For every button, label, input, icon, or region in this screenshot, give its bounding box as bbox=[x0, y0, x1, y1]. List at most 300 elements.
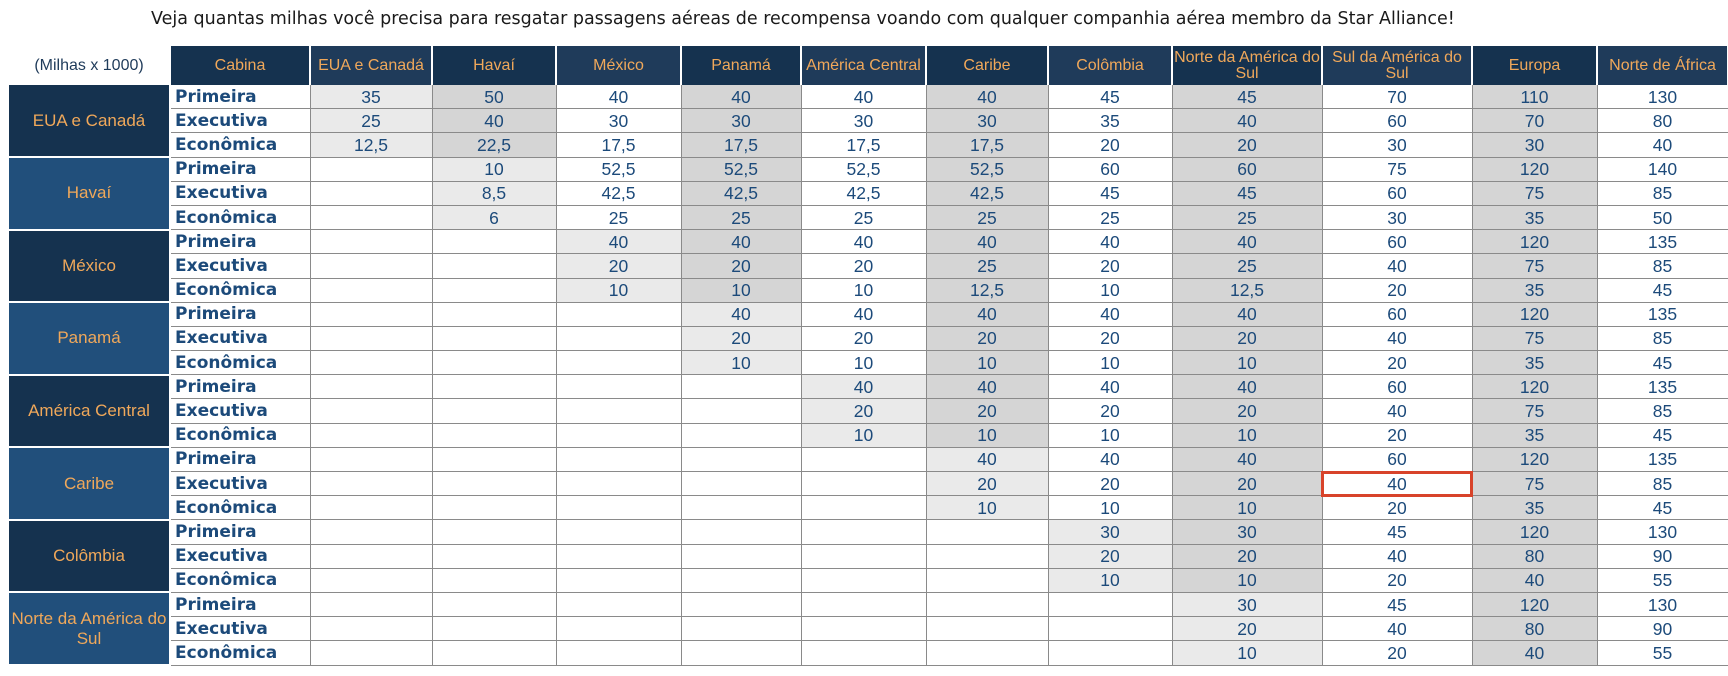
miles-cell[interactable] bbox=[310, 230, 432, 254]
miles-cell[interactable]: 45 bbox=[1597, 423, 1728, 447]
miles-cell[interactable]: 75 bbox=[1322, 157, 1472, 181]
miles-cell[interactable]: 135 bbox=[1597, 230, 1728, 254]
miles-cell[interactable]: 30 bbox=[556, 109, 681, 133]
miles-cell[interactable] bbox=[310, 568, 432, 592]
miles-cell[interactable]: 75 bbox=[1472, 326, 1597, 350]
miles-cell[interactable]: 40 bbox=[1172, 302, 1322, 326]
miles-cell[interactable] bbox=[432, 472, 556, 496]
miles-cell[interactable] bbox=[556, 520, 681, 544]
miles-cell[interactable]: 20 bbox=[1322, 568, 1472, 592]
miles-cell[interactable]: 10 bbox=[1172, 496, 1322, 520]
cabin-label-executiva: Executiva bbox=[170, 544, 310, 568]
miles-cell[interactable]: 20 bbox=[1172, 544, 1322, 568]
miles-cell[interactable]: 40 bbox=[926, 230, 1048, 254]
miles-cell[interactable] bbox=[681, 641, 801, 665]
miles-cell[interactable] bbox=[310, 302, 432, 326]
miles-cell[interactable]: 85 bbox=[1597, 181, 1728, 205]
miles-cell[interactable]: 30 bbox=[1172, 592, 1322, 616]
miles-cell[interactable] bbox=[310, 423, 432, 447]
miles-cell[interactable] bbox=[681, 592, 801, 616]
miles-cell[interactable]: 40 bbox=[1472, 641, 1597, 665]
miles-cell[interactable]: 40 bbox=[1322, 617, 1472, 641]
miles-cell[interactable] bbox=[556, 592, 681, 616]
miles-cell[interactable] bbox=[556, 472, 681, 496]
miles-cell[interactable]: 10 bbox=[801, 351, 926, 375]
miles-cell[interactable]: 20 bbox=[1172, 326, 1322, 350]
miles-cell[interactable]: 30 bbox=[1472, 133, 1597, 157]
region-label-norte-da-america-do-sul: Norte da América do Sul bbox=[9, 592, 170, 665]
miles-cell[interactable]: 35 bbox=[1472, 351, 1597, 375]
miles-cell[interactable]: 10 bbox=[1048, 496, 1172, 520]
miles-cell[interactable]: 10 bbox=[1172, 423, 1322, 447]
miles-cell[interactable]: 40 bbox=[801, 230, 926, 254]
miles-cell[interactable]: 10 bbox=[1172, 568, 1322, 592]
miles-cell[interactable]: 8,5 bbox=[432, 181, 556, 205]
miles-cell[interactable]: 35 bbox=[1472, 496, 1597, 520]
miles-cell[interactable]: 20 bbox=[1322, 496, 1472, 520]
column-header-cabina[interactable]: Cabina bbox=[170, 46, 310, 85]
miles-cell[interactable] bbox=[310, 592, 432, 616]
miles-cell[interactable]: 130 bbox=[1597, 592, 1728, 616]
miles-cell[interactable]: 140 bbox=[1597, 157, 1728, 181]
miles-cell[interactable] bbox=[556, 399, 681, 423]
miles-cell[interactable]: 10 bbox=[926, 423, 1048, 447]
column-header-havai[interactable]: Havaí bbox=[432, 46, 556, 85]
table-body bbox=[9, 85, 1728, 665]
miles-cell[interactable] bbox=[801, 592, 926, 616]
miles-cell[interactable]: 10 bbox=[1048, 278, 1172, 302]
miles-cell[interactable] bbox=[556, 641, 681, 665]
miles-cell[interactable]: 60 bbox=[1172, 157, 1322, 181]
miles-cell[interactable]: 30 bbox=[1322, 205, 1472, 229]
miles-cell[interactable]: 35 bbox=[1472, 423, 1597, 447]
miles-cell[interactable]: 75 bbox=[1472, 254, 1597, 278]
miles-cell[interactable]: 25 bbox=[926, 254, 1048, 278]
column-header-panama[interactable]: Panamá bbox=[681, 46, 801, 85]
miles-cell[interactable] bbox=[310, 399, 432, 423]
miles-cell[interactable]: 45 bbox=[1172, 181, 1322, 205]
miles-cell[interactable]: 17,5 bbox=[801, 133, 926, 157]
miles-cell[interactable]: 25 bbox=[556, 205, 681, 229]
miles-cell[interactable]: 40 bbox=[1048, 230, 1172, 254]
miles-cell[interactable] bbox=[432, 230, 556, 254]
miles-cell[interactable] bbox=[432, 399, 556, 423]
miles-cell[interactable]: 52,5 bbox=[801, 157, 926, 181]
miles-cell[interactable]: 40 bbox=[1172, 109, 1322, 133]
miles-cell[interactable]: 20 bbox=[681, 326, 801, 350]
miles-cell[interactable]: 10 bbox=[1172, 641, 1322, 665]
miles-cell[interactable] bbox=[310, 181, 432, 205]
miles-cell[interactable]: 35 bbox=[310, 85, 432, 109]
miles-cell[interactable]: 40 bbox=[1048, 447, 1172, 471]
miles-cell[interactable]: 75 bbox=[1472, 399, 1597, 423]
miles-cell[interactable]: 20 bbox=[556, 254, 681, 278]
cabin-label-primeira: Primeira bbox=[170, 302, 310, 326]
miles-cell[interactable]: 40 bbox=[801, 85, 926, 109]
miles-cell[interactable]: 80 bbox=[1472, 544, 1597, 568]
miles-cell[interactable]: 40 bbox=[1322, 399, 1472, 423]
column-header-colombia[interactable]: Colômbia bbox=[1048, 46, 1172, 85]
miles-cell[interactable] bbox=[801, 617, 926, 641]
miles-cell[interactable] bbox=[556, 302, 681, 326]
miles-cell[interactable]: 20 bbox=[801, 399, 926, 423]
miles-cell[interactable]: 60 bbox=[1322, 302, 1472, 326]
miles-cell[interactable] bbox=[681, 520, 801, 544]
miles-cell[interactable]: 52,5 bbox=[926, 157, 1048, 181]
column-header-america-central[interactable]: América Central bbox=[801, 46, 926, 85]
miles-cell[interactable]: 40 bbox=[1048, 375, 1172, 399]
table-row bbox=[9, 641, 1728, 665]
miles-cell[interactable]: 52,5 bbox=[556, 157, 681, 181]
miles-cell[interactable]: 25 bbox=[926, 205, 1048, 229]
miles-cell[interactable] bbox=[432, 326, 556, 350]
miles-cell[interactable]: 42,5 bbox=[556, 181, 681, 205]
miles-cell[interactable] bbox=[310, 254, 432, 278]
miles-cell[interactable] bbox=[556, 568, 681, 592]
miles-cell[interactable] bbox=[801, 447, 926, 471]
miles-cell[interactable]: 45 bbox=[1048, 181, 1172, 205]
miles-cell[interactable]: 120 bbox=[1472, 302, 1597, 326]
miles-cell[interactable]: 40 bbox=[926, 447, 1048, 471]
miles-cell[interactable]: 30 bbox=[926, 109, 1048, 133]
miles-cell[interactable]: 85 bbox=[1597, 254, 1728, 278]
miles-cell[interactable]: 60 bbox=[1048, 157, 1172, 181]
miles-cell[interactable]: 40 bbox=[681, 85, 801, 109]
table-header bbox=[9, 46, 1728, 85]
miles-cell[interactable]: 20 bbox=[1048, 326, 1172, 350]
miles-cell[interactable] bbox=[556, 375, 681, 399]
miles-cell[interactable]: 40 bbox=[926, 302, 1048, 326]
miles-cell[interactable]: 20 bbox=[801, 326, 926, 350]
miles-cell[interactable] bbox=[681, 568, 801, 592]
miles-cell[interactable]: 45 bbox=[1322, 520, 1472, 544]
miles-cell[interactable] bbox=[926, 641, 1048, 665]
miles-cell[interactable]: 120 bbox=[1472, 375, 1597, 399]
column-header-sul-da-america-do-sul[interactable]: Sul da América do Sul bbox=[1322, 46, 1472, 85]
miles-cell[interactable] bbox=[801, 544, 926, 568]
miles-cell[interactable] bbox=[681, 375, 801, 399]
miles-cell[interactable] bbox=[310, 278, 432, 302]
miles-cell[interactable]: 45 bbox=[1048, 85, 1172, 109]
miles-cell[interactable] bbox=[681, 399, 801, 423]
units-label: (Milhas x 1000) bbox=[9, 46, 170, 85]
miles-cell[interactable]: 12,5 bbox=[310, 133, 432, 157]
miles-cell[interactable]: 25 bbox=[801, 205, 926, 229]
miles-cell[interactable]: 20 bbox=[926, 326, 1048, 350]
miles-cell[interactable] bbox=[432, 544, 556, 568]
table-row bbox=[9, 326, 1728, 350]
miles-cell[interactable]: 20 bbox=[1048, 399, 1172, 423]
miles-cell[interactable]: 20 bbox=[801, 254, 926, 278]
miles-cell[interactable]: 80 bbox=[1472, 617, 1597, 641]
miles-cell[interactable]: 10 bbox=[1172, 351, 1322, 375]
miles-cell[interactable]: 90 bbox=[1597, 544, 1728, 568]
miles-cell[interactable] bbox=[1048, 641, 1172, 665]
miles-cell[interactable] bbox=[432, 520, 556, 544]
miles-cell[interactable] bbox=[310, 472, 432, 496]
miles-cell[interactable]: 20 bbox=[926, 472, 1048, 496]
miles-cell[interactable]: 10 bbox=[801, 278, 926, 302]
cabin-label-primeira: Primeira bbox=[170, 157, 310, 181]
miles-cell[interactable]: 25 bbox=[310, 109, 432, 133]
miles-cell[interactable]: 20 bbox=[1322, 351, 1472, 375]
miles-cell[interactable]: 10 bbox=[1048, 568, 1172, 592]
cabin-label-primeira: Primeira bbox=[170, 520, 310, 544]
miles-cell[interactable] bbox=[556, 351, 681, 375]
miles-cell[interactable]: 40 bbox=[1322, 326, 1472, 350]
miles-cell[interactable] bbox=[926, 520, 1048, 544]
table-row bbox=[9, 302, 1728, 326]
miles-cell[interactable]: 45 bbox=[1322, 592, 1472, 616]
miles-cell[interactable] bbox=[310, 496, 432, 520]
miles-cell[interactable] bbox=[681, 423, 801, 447]
miles-cell[interactable]: 35 bbox=[1472, 278, 1597, 302]
cabin-label-primeira: Primeira bbox=[170, 447, 310, 471]
miles-cell[interactable]: 42,5 bbox=[926, 181, 1048, 205]
miles-cell[interactable]: 35 bbox=[1472, 205, 1597, 229]
miles-cell[interactable] bbox=[432, 496, 556, 520]
miles-cell[interactable]: 70 bbox=[1472, 109, 1597, 133]
miles-cell[interactable]: 20 bbox=[1048, 472, 1172, 496]
miles-cell[interactable]: 40 bbox=[1472, 568, 1597, 592]
miles-cell[interactable]: 40 bbox=[1048, 302, 1172, 326]
miles-cell[interactable] bbox=[310, 617, 432, 641]
miles-cell[interactable] bbox=[556, 544, 681, 568]
miles-cell[interactable]: 40 bbox=[801, 302, 926, 326]
miles-cell[interactable]: 17,5 bbox=[681, 133, 801, 157]
cabin-label-executiva: Executiva bbox=[170, 472, 310, 496]
miles-cell[interactable] bbox=[1048, 592, 1172, 616]
miles-cell[interactable] bbox=[556, 423, 681, 447]
miles-cell[interactable]: 135 bbox=[1597, 302, 1728, 326]
miles-cell[interactable]: 20 bbox=[1172, 472, 1322, 496]
miles-cell[interactable] bbox=[310, 326, 432, 350]
miles-cell[interactable]: 30 bbox=[801, 109, 926, 133]
miles-cell[interactable]: 6 bbox=[432, 205, 556, 229]
miles-cell[interactable]: 12,5 bbox=[1172, 278, 1322, 302]
miles-cell[interactable] bbox=[432, 423, 556, 447]
column-header-norte-da-america-do-sul[interactable]: Norte da América do Sul bbox=[1172, 46, 1322, 85]
table-row bbox=[9, 592, 1728, 616]
miles-cell[interactable]: 40 bbox=[1172, 447, 1322, 471]
miles-cell[interactable]: 40 bbox=[1172, 375, 1322, 399]
miles-cell[interactable]: 120 bbox=[1472, 447, 1597, 471]
miles-cell[interactable] bbox=[432, 375, 556, 399]
miles-cell[interactable]: 42,5 bbox=[801, 181, 926, 205]
miles-cell[interactable] bbox=[556, 447, 681, 471]
miles-cell[interactable] bbox=[801, 568, 926, 592]
miles-cell[interactable]: 10 bbox=[432, 157, 556, 181]
miles-cell[interactable]: 90 bbox=[1597, 617, 1728, 641]
miles-cell[interactable]: 22,5 bbox=[432, 133, 556, 157]
miles-cell[interactable]: 30 bbox=[1172, 520, 1322, 544]
miles-cell[interactable]: 20 bbox=[681, 254, 801, 278]
miles-cell[interactable]: 40 bbox=[1322, 472, 1472, 496]
miles-cell[interactable] bbox=[926, 568, 1048, 592]
miles-cell[interactable] bbox=[432, 592, 556, 616]
miles-cell[interactable]: 20 bbox=[926, 399, 1048, 423]
cabin-label-economica: Econômica bbox=[170, 641, 310, 665]
miles-cell[interactable]: 40 bbox=[801, 375, 926, 399]
miles-cell[interactable]: 50 bbox=[432, 85, 556, 109]
column-header-mexico[interactable]: México bbox=[556, 46, 681, 85]
miles-cell[interactable]: 85 bbox=[1597, 399, 1728, 423]
miles-cell[interactable]: 20 bbox=[1322, 423, 1472, 447]
miles-cell[interactable]: 60 bbox=[1322, 447, 1472, 471]
miles-cell[interactable]: 80 bbox=[1597, 109, 1728, 133]
miles-cell[interactable]: 60 bbox=[1322, 109, 1472, 133]
miles-cell[interactable] bbox=[310, 544, 432, 568]
miles-cell[interactable]: 35 bbox=[1048, 109, 1172, 133]
miles-cell[interactable]: 25 bbox=[1172, 254, 1322, 278]
miles-cell[interactable]: 10 bbox=[926, 496, 1048, 520]
miles-cell[interactable]: 40 bbox=[1322, 544, 1472, 568]
column-header-eua-e-canada[interactable]: EUA e Canadá bbox=[310, 46, 432, 85]
miles-cell[interactable]: 40 bbox=[432, 109, 556, 133]
miles-cell[interactable]: 10 bbox=[1048, 423, 1172, 447]
miles-cell[interactable]: 12,5 bbox=[926, 278, 1048, 302]
miles-cell[interactable] bbox=[432, 351, 556, 375]
miles-cell[interactable]: 130 bbox=[1597, 520, 1728, 544]
miles-cell[interactable]: 20 bbox=[1048, 254, 1172, 278]
miles-cell[interactable]: 75 bbox=[1472, 181, 1597, 205]
miles-cell[interactable]: 120 bbox=[1472, 520, 1597, 544]
miles-cell[interactable]: 85 bbox=[1597, 472, 1728, 496]
miles-cell[interactable]: 55 bbox=[1597, 641, 1728, 665]
miles-cell[interactable] bbox=[681, 617, 801, 641]
miles-cell[interactable] bbox=[432, 617, 556, 641]
miles-cell[interactable]: 75 bbox=[1472, 472, 1597, 496]
column-header-norte-de-africa[interactable]: Norte de África bbox=[1597, 46, 1728, 85]
miles-cell[interactable]: 45 bbox=[1597, 496, 1728, 520]
miles-cell[interactable]: 17,5 bbox=[556, 133, 681, 157]
miles-cell[interactable] bbox=[926, 544, 1048, 568]
miles-cell[interactable] bbox=[556, 496, 681, 520]
miles-cell[interactable]: 10 bbox=[681, 278, 801, 302]
miles-cell[interactable]: 120 bbox=[1472, 592, 1597, 616]
miles-cell[interactable]: 20 bbox=[1322, 641, 1472, 665]
miles-cell[interactable]: 45 bbox=[1172, 85, 1322, 109]
cabin-label-economica: Econômica bbox=[170, 205, 310, 229]
miles-cell[interactable] bbox=[432, 447, 556, 471]
miles-cell[interactable]: 130 bbox=[1597, 85, 1728, 109]
miles-cell[interactable] bbox=[432, 302, 556, 326]
cabin-label-economica: Econômica bbox=[170, 133, 310, 157]
miles-cell[interactable]: 10 bbox=[1048, 351, 1172, 375]
miles-cell[interactable] bbox=[310, 447, 432, 471]
miles-cell[interactable] bbox=[432, 641, 556, 665]
miles-cell[interactable]: 70 bbox=[1322, 85, 1472, 109]
cabin-label-economica: Econômica bbox=[170, 423, 310, 447]
miles-cell[interactable]: 40 bbox=[681, 230, 801, 254]
miles-cell[interactable] bbox=[310, 351, 432, 375]
miles-cell[interactable] bbox=[310, 157, 432, 181]
miles-cell[interactable]: 135 bbox=[1597, 375, 1728, 399]
table-row bbox=[9, 375, 1728, 399]
miles-cell[interactable] bbox=[432, 254, 556, 278]
miles-cell[interactable]: 60 bbox=[1322, 230, 1472, 254]
miles-cell[interactable]: 20 bbox=[1048, 544, 1172, 568]
miles-cell[interactable]: 10 bbox=[926, 351, 1048, 375]
miles-cell[interactable]: 30 bbox=[681, 109, 801, 133]
miles-cell[interactable]: 40 bbox=[926, 375, 1048, 399]
miles-cell[interactable]: 60 bbox=[1322, 375, 1472, 399]
miles-cell[interactable] bbox=[310, 205, 432, 229]
miles-cell[interactable]: 135 bbox=[1597, 447, 1728, 471]
miles-cell[interactable]: 120 bbox=[1472, 230, 1597, 254]
miles-cell[interactable] bbox=[801, 641, 926, 665]
miles-cell[interactable]: 20 bbox=[1172, 617, 1322, 641]
miles-cell[interactable] bbox=[801, 472, 926, 496]
miles-cell[interactable]: 20 bbox=[1172, 133, 1322, 157]
miles-cell[interactable] bbox=[1048, 617, 1172, 641]
miles-cell[interactable] bbox=[926, 617, 1048, 641]
table-row bbox=[9, 351, 1728, 375]
miles-cell[interactable]: 25 bbox=[1172, 205, 1322, 229]
cabin-label-executiva: Executiva bbox=[170, 109, 310, 133]
miles-cell[interactable]: 55 bbox=[1597, 568, 1728, 592]
miles-cell[interactable]: 40 bbox=[1322, 254, 1472, 278]
miles-cell[interactable]: 40 bbox=[556, 230, 681, 254]
miles-cell[interactable] bbox=[556, 617, 681, 641]
miles-cell[interactable] bbox=[432, 568, 556, 592]
miles-cell[interactable]: 45 bbox=[1597, 351, 1728, 375]
miles-cell[interactable]: 40 bbox=[681, 302, 801, 326]
miles-cell[interactable]: 25 bbox=[681, 205, 801, 229]
miles-cell[interactable]: 20 bbox=[1172, 399, 1322, 423]
miles-cell[interactable]: 110 bbox=[1472, 85, 1597, 109]
column-header-caribe[interactable]: Caribe bbox=[926, 46, 1048, 85]
miles-cell[interactable] bbox=[310, 375, 432, 399]
miles-cell[interactable]: 40 bbox=[556, 85, 681, 109]
miles-cell[interactable]: 40 bbox=[1172, 230, 1322, 254]
miles-cell[interactable]: 50 bbox=[1597, 205, 1728, 229]
miles-cell[interactable]: 25 bbox=[1048, 205, 1172, 229]
miles-cell[interactable]: 20 bbox=[1322, 278, 1472, 302]
miles-cell[interactable]: 52,5 bbox=[681, 157, 801, 181]
column-header-europa[interactable]: Europa bbox=[1472, 46, 1597, 85]
miles-cell[interactable] bbox=[556, 326, 681, 350]
miles-cell[interactable] bbox=[926, 592, 1048, 616]
table-row bbox=[9, 181, 1728, 205]
miles-cell[interactable]: 30 bbox=[1048, 520, 1172, 544]
miles-cell[interactable] bbox=[681, 472, 801, 496]
miles-cell[interactable]: 20 bbox=[1048, 133, 1172, 157]
miles-cell[interactable] bbox=[310, 520, 432, 544]
miles-cell[interactable] bbox=[681, 496, 801, 520]
miles-cell[interactable]: 10 bbox=[556, 278, 681, 302]
miles-cell[interactable]: 17,5 bbox=[926, 133, 1048, 157]
miles-cell[interactable] bbox=[681, 447, 801, 471]
miles-cell[interactable]: 40 bbox=[926, 85, 1048, 109]
miles-cell[interactable] bbox=[310, 641, 432, 665]
miles-cell[interactable]: 60 bbox=[1322, 181, 1472, 205]
miles-cell[interactable]: 45 bbox=[1597, 278, 1728, 302]
miles-cell[interactable] bbox=[801, 496, 926, 520]
miles-cell[interactable]: 85 bbox=[1597, 326, 1728, 350]
miles-cell[interactable]: 10 bbox=[801, 423, 926, 447]
miles-cell[interactable] bbox=[681, 544, 801, 568]
miles-cell[interactable] bbox=[432, 278, 556, 302]
miles-cell[interactable]: 30 bbox=[1322, 133, 1472, 157]
miles-cell[interactable]: 10 bbox=[681, 351, 801, 375]
miles-cell[interactable]: 120 bbox=[1472, 157, 1597, 181]
cabin-label-economica: Econômica bbox=[170, 351, 310, 375]
miles-cell[interactable]: 40 bbox=[1597, 133, 1728, 157]
intro-text: Veja quantas milhas você precisa para resgatar passagens aéreas de recompensa voando com qualquer companhia aérea membro da Star Alliance! bbox=[151, 9, 1455, 29]
miles-cell[interactable] bbox=[801, 520, 926, 544]
miles-cell[interactable]: 42,5 bbox=[681, 181, 801, 205]
